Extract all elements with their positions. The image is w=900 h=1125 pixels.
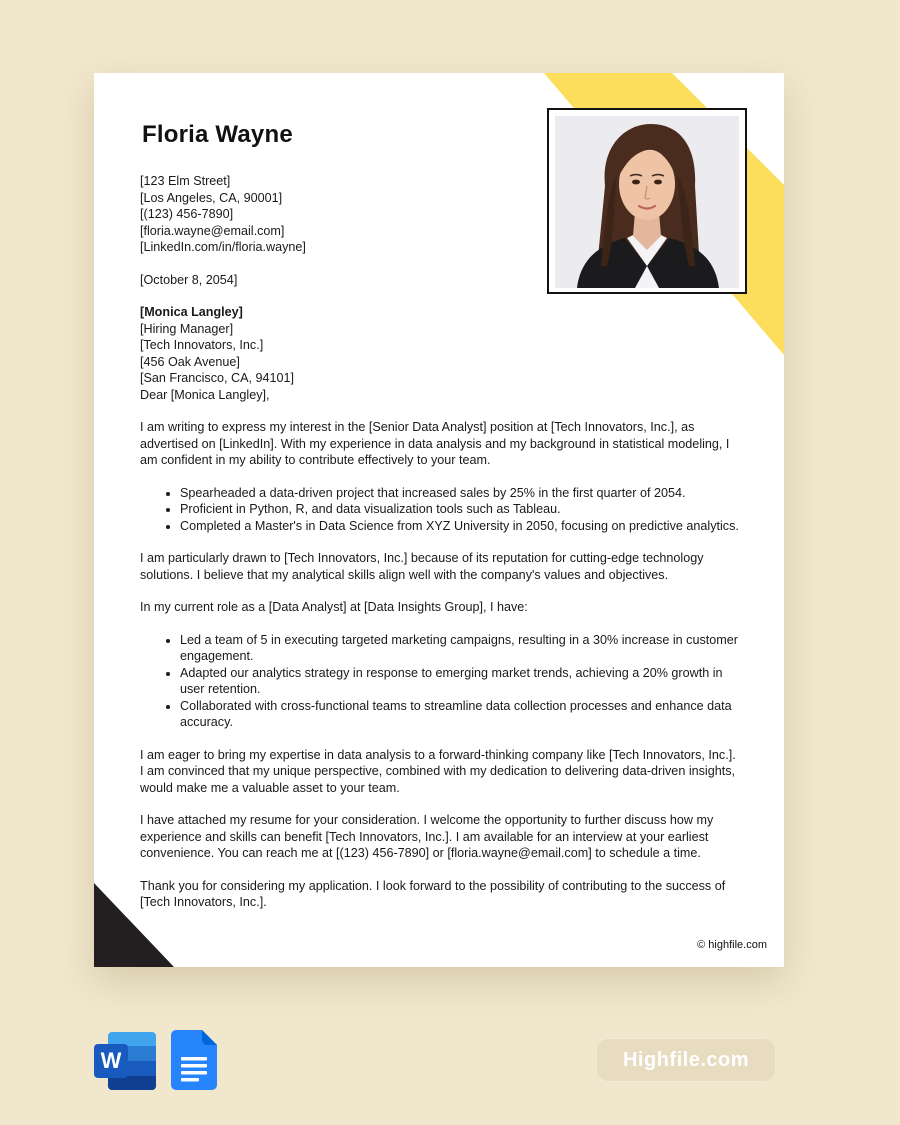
resume-paragraph: I have attached my resume for your consideration. I welcome the opportunity to further discuss how my experience and skills can benefit [Tech Innovators, Inc.]. I am available for an interview at your earliest convenience. You can reach me at [(123) 456-7890] or [floria.wayne@email.com] to schedule a time. [140, 813, 714, 860]
letter-page [94, 73, 784, 967]
eagerness-paragraph: I am eager to bring my expertise in data analysis to a forward-thinking company like [Tech Innovators, Inc.]. I am convinced that my unique perspective, combined with my dedication to delivering data-driven insights, would make me a valuable asset to your team. [140, 747, 736, 795]
list-item: • Collaborated with cross-functional teams to streamline data collection processes and enhance data accuracy. [180, 698, 740, 731]
sender-street: [123 Elm Street] [140, 174, 231, 188]
list-item: • Adapted our analytics strategy in response to emerging market trends, achieving a 20% growth in user retention. [180, 665, 740, 698]
list-item: • Led a team of 5 in executing targeted marketing campaigns, resulting in a 30% increase in customer engagement. [180, 632, 740, 665]
highfile-brand-badge[interactable]: Highfile.com [596, 1038, 776, 1082]
microsoft-word-icon[interactable] [94, 1032, 156, 1090]
salutation: Dear [Monica Langley], [140, 387, 270, 402]
achievements-list [140, 485, 740, 535]
current-role-list [140, 632, 740, 731]
sender-address-block [140, 173, 740, 256]
recipient-city: [San Francisco, CA, 94101] [140, 371, 295, 385]
sender-linkedin: [LinkedIn.com/in/floria.wayne] [140, 240, 306, 254]
letter-body [140, 173, 740, 911]
applicant-name: Floria Wayne [142, 121, 293, 148]
recipient-title: [Hiring Manager] [140, 321, 234, 336]
recipient-street: [456 Oak Avenue] [140, 354, 240, 369]
intro-paragraph: I am writing to express my interest in the [Senior Data Analyst] position at [Tech Innovators, Inc.], as advertised on [LinkedIn]. With my experience in data analysis and my background in statistical modeling, I am confident in my ability to contribute effectively to your team. [140, 420, 730, 467]
google-docs-icon[interactable] [171, 1030, 217, 1090]
word-icon-letter: W [100, 1048, 122, 1073]
copyright-notice: © highfile.com [697, 939, 767, 951]
list-item: • Proficient in Python, R, and data visualization tools such as Tableau. [180, 501, 740, 518]
list-item: • Completed a Master's in Data Science from XYZ University in 2050, focusing on predictive analytics. [180, 518, 740, 535]
sender-email: [floria.wayne@email.com] [140, 223, 285, 238]
company-interest-paragraph: I am particularly drawn to [Tech Innovators, Inc.] because of its reputation for cutting-edge technology solutions. I believe that my analytical skills align well with the company's values and objectives. [140, 551, 704, 582]
letter-date: [October 8, 2054] [140, 272, 238, 287]
closing-paragraph: Thank you for considering my application. I look forward to the possibility of contributing to the success of [Tech Innovators, Inc.]. [140, 878, 726, 909]
recipient-address-block [140, 304, 740, 403]
current-role-paragraph: In my current role as a [Data Analyst] at [Data Insights Group], I have: [140, 600, 528, 614]
recipient-name: [Monica Langley] [140, 305, 243, 319]
sender-phone: [(123) 456-7890] [140, 207, 234, 221]
list-item: • Spearheaded a data-driven project that increased sales by 25% in the first quarter of 2054. [180, 485, 740, 502]
sender-city: [Los Angeles, CA, 90001] [140, 190, 283, 205]
recipient-company: [Tech Innovators, Inc.] [140, 338, 264, 352]
